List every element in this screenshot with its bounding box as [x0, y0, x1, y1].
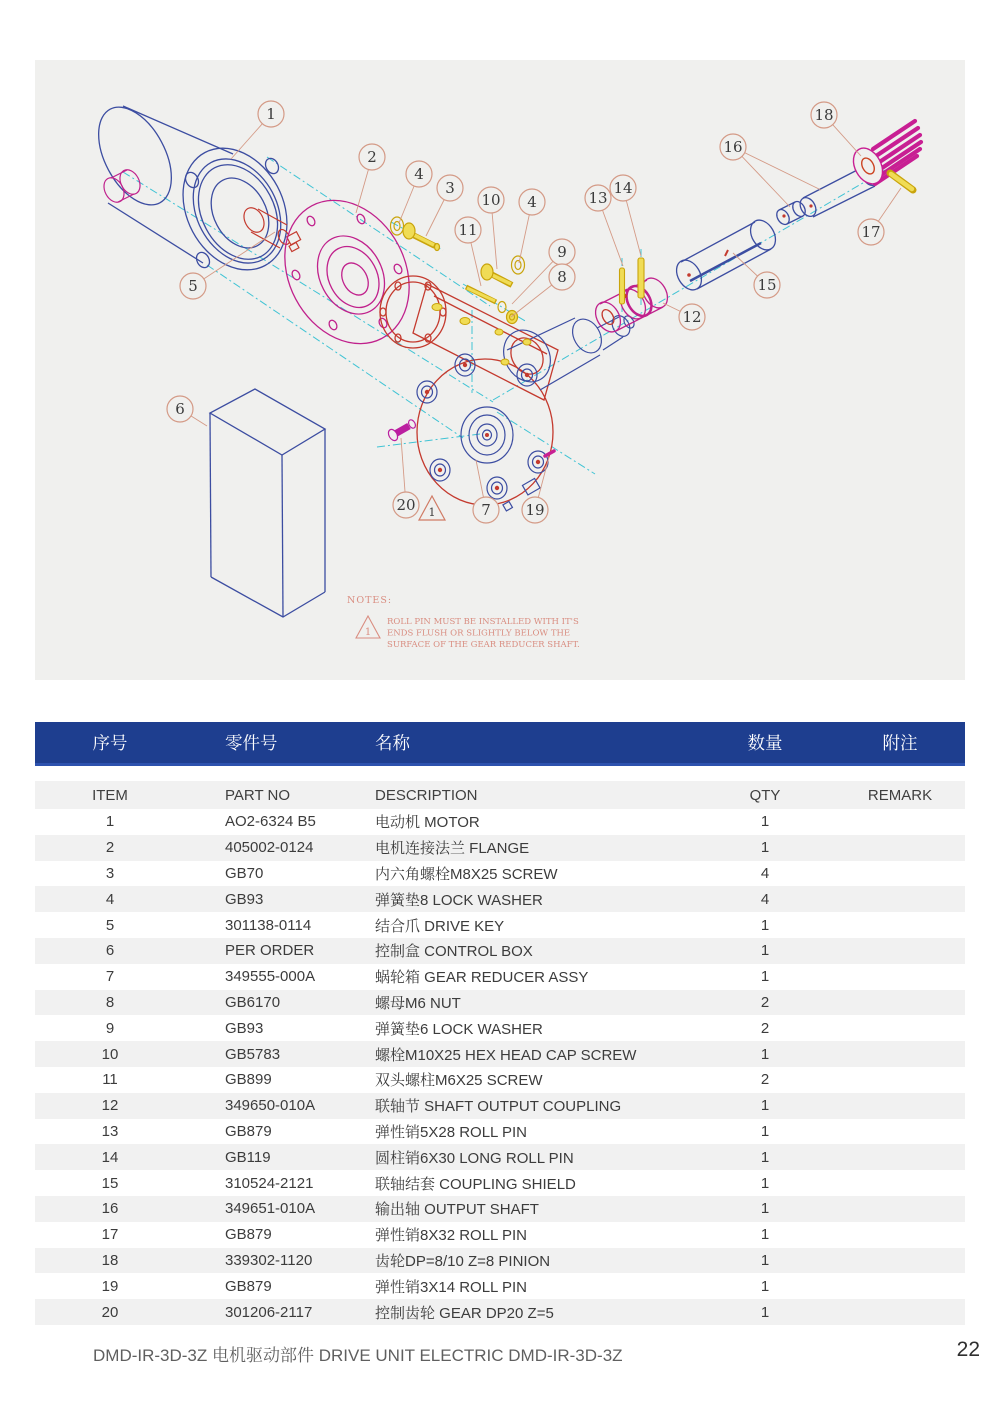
table-row — [35, 1067, 965, 1093]
description-cell: 控制齿轮 GEAR DP20 Z=5 — [375, 1304, 554, 1322]
qty-cell: 1 — [760, 1148, 770, 1166]
callout-6 — [167, 396, 207, 426]
partno-cell: 349555-000A — [225, 968, 316, 986]
description-cell: 联轴结套 COUPLING SHIELD — [375, 1175, 576, 1193]
svg-text:2: 2 — [367, 148, 377, 166]
description-cell: 蜗轮箱 GEAR REDUCER ASSY — [375, 969, 589, 987]
svg-text:12: 12 — [682, 308, 702, 326]
table-header-cn — [35, 722, 965, 766]
qty-cell: 1 — [760, 1174, 770, 1192]
table-row — [35, 1299, 965, 1325]
centerlines — [123, 157, 885, 474]
item-cell: 5 — [105, 916, 115, 934]
qty-cell: 2 — [760, 993, 770, 1011]
note-line: SURFACE OF THE GEAR REDUCER SHAFT. — [387, 640, 580, 650]
description-cell: 圆柱销6X30 LONG ROLL PIN — [375, 1149, 574, 1167]
svg-text:18: 18 — [814, 106, 834, 124]
table-row — [35, 1273, 965, 1299]
notes-block — [347, 595, 580, 650]
header-remark-cn: 附注 — [882, 733, 918, 753]
parts-rows — [35, 809, 965, 1325]
item-cell: 13 — [101, 1122, 119, 1140]
control-gear-part — [387, 419, 417, 443]
header-remark-en: REMARK — [867, 786, 933, 804]
header-qty-en: QTY — [749, 786, 781, 804]
qty-cell: 1 — [760, 813, 770, 831]
partno-cell: GB5783 — [225, 1045, 281, 1063]
item-cell: 14 — [101, 1148, 119, 1166]
header-partno-cn: 零件号 — [225, 733, 278, 753]
svg-text:17: 17 — [861, 223, 881, 241]
partno-cell: GB93 — [225, 1019, 264, 1037]
table-row — [35, 1119, 965, 1145]
item-cell: 9 — [105, 1019, 115, 1037]
description-cell: 控制盒 CONTROL BOX — [375, 943, 533, 961]
qty-cell: 1 — [760, 839, 770, 857]
control-box-part — [210, 389, 325, 617]
header-seq-cn: 序号 — [92, 733, 128, 753]
callout-10 — [478, 187, 504, 269]
qty-cell: 1 — [760, 1045, 770, 1063]
table-row — [35, 886, 965, 912]
description-cell: 螺母M6 NUT — [375, 994, 461, 1012]
svg-text:1: 1 — [266, 105, 276, 123]
note-line: ENDS FLUSH OR SLIGHTLY BELOW THE — [387, 628, 571, 639]
header-partno-en: PART NO — [225, 786, 291, 804]
description-cell: 弹簧垫6 LOCK WASHER — [375, 1020, 543, 1038]
table-row — [35, 964, 965, 990]
description-cell: 结合爪 DRIVE KEY — [375, 917, 505, 935]
roll-pin-17-part — [890, 173, 913, 190]
flange-part — [261, 179, 434, 366]
partno-cell: GB879 — [225, 1277, 272, 1295]
description-cell: 双头螺柱M6X25 SCREW — [375, 1072, 543, 1090]
note-line: ROLL PIN MUST BE INSTALLED WITH IT'S — [387, 617, 579, 627]
svg-text:9: 9 — [557, 243, 567, 261]
partno-cell: 349651-010A — [225, 1200, 316, 1218]
callout-17 — [858, 188, 901, 245]
svg-text:11: 11 — [458, 221, 478, 239]
svg-text:20: 20 — [396, 496, 416, 514]
partno-cell: 301206-2117 — [225, 1303, 313, 1321]
item-cell: 1 — [105, 813, 115, 831]
qty-cell: 1 — [760, 1122, 770, 1140]
item-cell: 19 — [101, 1277, 119, 1295]
callout-12 — [663, 303, 705, 330]
svg-text:14: 14 — [613, 179, 633, 197]
partno-cell: PER ORDER — [225, 942, 315, 960]
item-cell: 4 — [105, 890, 115, 908]
pinion-part — [848, 121, 921, 189]
svg-text:4: 4 — [527, 193, 537, 211]
item-cell: 17 — [101, 1226, 119, 1244]
partno-cell: GB879 — [225, 1122, 272, 1140]
table-row — [35, 938, 965, 964]
callout-1 — [231, 101, 284, 159]
partno-cell: 301138-0114 — [225, 916, 312, 934]
table-row — [35, 1093, 965, 1119]
item-cell: 16 — [101, 1200, 119, 1218]
item-cell: 10 — [101, 1045, 119, 1063]
table-row — [35, 1196, 965, 1222]
partno-cell: GB6170 — [225, 993, 281, 1011]
qty-cell: 4 — [760, 890, 770, 908]
svg-text:6: 6 — [175, 400, 185, 418]
svg-text:10: 10 — [481, 191, 501, 209]
partno-cell: GB93 — [225, 890, 264, 908]
page-footer — [35, 1338, 980, 1368]
notes-title: NOTES: — [347, 595, 393, 606]
partno-cell: 349650-010A — [225, 1097, 316, 1115]
svg-text:5: 5 — [188, 277, 198, 295]
item-cell: 15 — [101, 1174, 119, 1192]
qty-cell: 1 — [760, 1226, 770, 1244]
svg-text:19: 19 — [525, 501, 545, 519]
description-cell: 电机连接法兰 FLANGE — [375, 840, 530, 858]
svg-text:1: 1 — [428, 506, 436, 519]
table-row — [35, 1248, 965, 1274]
table-row — [35, 809, 965, 835]
qty-cell: 4 — [760, 864, 770, 882]
partno-cell: AO2-6324 B5 — [225, 813, 316, 831]
item-cell: 7 — [105, 968, 115, 986]
svg-text:15: 15 — [757, 276, 777, 294]
exploded-view-panel — [35, 60, 965, 680]
roll-pin-14-part — [638, 258, 644, 298]
footer-title: DMD-IR-3D-3Z 电机驱动部件 DRIVE UNIT ELECTRIC DMD-IR-3D-3Z — [93, 1346, 623, 1365]
table-header-en — [35, 781, 965, 809]
partno-cell: 405002-0124 — [225, 839, 314, 857]
qty-cell: 1 — [760, 968, 770, 986]
qty-cell: 1 — [760, 916, 770, 934]
svg-text:4: 4 — [414, 165, 424, 183]
table-row — [35, 1041, 965, 1067]
svg-text:16: 16 — [723, 138, 743, 156]
description-cell: 电动机 MOTOR — [375, 814, 480, 832]
svg-text:7: 7 — [481, 501, 491, 519]
table-row — [35, 1144, 965, 1170]
roll-pin-19-part — [545, 451, 554, 456]
description-cell: 弹性销5X28 ROLL PIN — [375, 1123, 527, 1141]
description-cell: 弹性销3X14 ROLL PIN — [375, 1278, 527, 1296]
item-cell: 8 — [105, 993, 115, 1011]
svg-text:3: 3 — [445, 179, 455, 197]
callout-11 — [455, 217, 481, 286]
partno-cell: GB70 — [225, 864, 264, 882]
callout-18 — [811, 102, 861, 156]
callout-2 — [356, 144, 385, 213]
description-cell: 联轴节 SHAFT OUTPUT COUPLING — [375, 1098, 622, 1116]
table-row — [35, 835, 965, 861]
qty-cell: 1 — [760, 1277, 770, 1295]
table-row — [35, 1015, 965, 1041]
table-row — [35, 1170, 965, 1196]
item-cell: 3 — [105, 864, 115, 882]
item-cell: 20 — [101, 1303, 119, 1321]
svg-text:8: 8 — [557, 268, 567, 286]
partno-cell: GB899 — [225, 1071, 272, 1089]
callout-4 — [519, 189, 545, 263]
description-cell: 齿轮DP=8/10 Z=8 PINION — [375, 1252, 551, 1270]
table-row — [35, 912, 965, 938]
callout-15 — [733, 253, 780, 298]
partno-cell: 310524-2121 — [225, 1174, 314, 1192]
table-row — [35, 861, 965, 887]
qty-cell: 1 — [760, 1097, 770, 1115]
svg-text:1: 1 — [364, 627, 372, 638]
warning-triangle — [419, 496, 445, 520]
table-row — [35, 990, 965, 1016]
description-cell: 输出轴 OUTPUT SHAFT — [375, 1201, 539, 1219]
callout-4 — [399, 161, 432, 223]
item-cell: 6 — [105, 942, 115, 960]
qty-cell: 2 — [760, 1019, 770, 1037]
qty-cell: 1 — [760, 942, 770, 960]
item-cell: 12 — [101, 1097, 119, 1115]
header-name-cn: 名称 — [375, 733, 410, 753]
qty-cell: 1 — [760, 1251, 770, 1269]
item-cell: 11 — [102, 1071, 118, 1089]
motor-cap — [100, 166, 144, 205]
qty-cell: 1 — [760, 1303, 770, 1321]
exploded-view-drawing — [35, 60, 965, 680]
callout-7 — [473, 460, 499, 523]
roll-pin-13-part — [620, 268, 625, 304]
header-description-en: DESCRIPTION — [375, 786, 478, 804]
description-cell: 弹簧垫8 LOCK WASHER — [375, 891, 543, 909]
item-cell: 2 — [105, 839, 115, 857]
callout-20 — [393, 438, 419, 518]
coupling-part — [590, 274, 672, 337]
item-cell: 18 — [101, 1251, 119, 1269]
qty-cell: 2 — [760, 1071, 770, 1089]
partno-cell: GB119 — [225, 1148, 271, 1166]
page-number: 22 — [956, 1338, 980, 1361]
partno-cell: GB879 — [225, 1226, 272, 1244]
table-row — [35, 1222, 965, 1248]
svg-text:13: 13 — [588, 189, 608, 207]
description-cell: 螺栓M10X25 HEX HEAD CAP SCREW — [375, 1046, 637, 1064]
header-qty-cn: 数量 — [747, 733, 783, 753]
header-item-en: ITEM — [92, 786, 128, 804]
description-cell: 弹性销8X32 ROLL PIN — [375, 1227, 527, 1245]
partno-cell: 339302-1120 — [225, 1251, 313, 1269]
description-cell: 内六角螺栓M8X25 SCREW — [375, 865, 558, 883]
qty-cell: 1 — [760, 1200, 770, 1218]
